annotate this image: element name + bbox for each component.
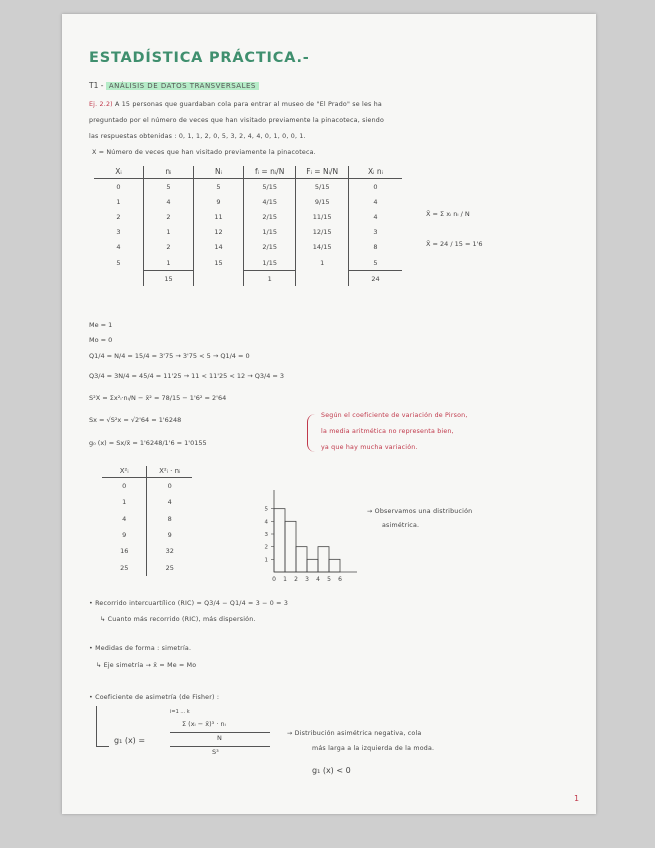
total-cell xyxy=(94,271,143,287)
table-row xyxy=(102,543,192,559)
table-cell: 8 xyxy=(373,243,378,252)
mode: Mo = 0 xyxy=(89,336,113,344)
col-header: X²ᵢ · nᵢ xyxy=(147,466,192,478)
topic-line xyxy=(89,81,259,90)
table-row xyxy=(94,194,402,209)
table-cell: 8 xyxy=(167,514,172,523)
table-cell: 5 xyxy=(143,179,193,195)
table-cell: 2 xyxy=(94,209,143,224)
table-row xyxy=(102,478,192,495)
fisher-result-1: → Distribución asimétrica negativa, cola xyxy=(287,730,422,737)
ric-line-1: • Recorrido intercuartílico (RIC) = Q3/4 − Q1/4 = 3 − 0 = 3 xyxy=(89,600,289,607)
col-header: nᵢ xyxy=(143,166,193,179)
topic-highlight: ANÁLISIS DE DATOS TRANSVERSALES xyxy=(106,82,259,90)
col-header: Nᵢ xyxy=(193,166,243,179)
table-cell: 1 xyxy=(143,225,193,240)
table-cell: 4 xyxy=(373,197,378,206)
table-cell: 4/15 xyxy=(243,194,295,209)
table-row xyxy=(102,559,192,575)
fisher-fraction-bar-2 xyxy=(170,746,270,747)
shape-line-2: ↳ Eje simetría → x̄ = Me = Mo xyxy=(96,662,197,669)
table-cell: 1/15 xyxy=(243,255,295,271)
fisher-result-3: g₁ (x) < 0 xyxy=(312,766,351,775)
exercise-line-3: las respuestas obtenidas : 0, 1, 1, 2, 0, 5, 3, 2, 4, 4, 0, 1, 0, 0, 1. xyxy=(89,133,306,140)
table-cell: 2 xyxy=(143,240,193,255)
table-row xyxy=(94,209,402,224)
exercise-label: Ej. 2.2) xyxy=(89,101,113,108)
table-cell: 3 xyxy=(373,228,378,237)
col-header: fᵢ = nᵢ/N xyxy=(243,166,295,179)
exercise-line-1 xyxy=(89,101,382,108)
col-header: X²ᵢ xyxy=(102,466,147,478)
fisher-g1-label: g₁ (x) = xyxy=(114,736,146,745)
table-cell: 1 xyxy=(296,255,349,271)
mean-formula: X̄ = Σ xᵢ nᵢ / N xyxy=(426,210,470,218)
std-deviation: Sx = √S²x = √2'64 = 1'6248 xyxy=(89,416,182,424)
table-cell: 11/15 xyxy=(296,209,349,224)
table-cell: 5 xyxy=(193,179,243,195)
fisher-sum-limits: i=1 ... k xyxy=(170,709,190,715)
table-cell: 14/15 xyxy=(296,240,349,255)
table-cell: 5 xyxy=(373,258,378,267)
total-cell xyxy=(193,271,243,287)
col-header: Xᵢ nᵢ xyxy=(348,166,402,179)
table-cell: 0 xyxy=(167,482,172,491)
table-cell: 32 xyxy=(165,547,174,556)
fisher-numerator: Σ (xᵢ − x̄)³ · nᵢ xyxy=(182,720,226,728)
note-line-3: ya que hay mucha variación. xyxy=(321,444,418,451)
x-tick-label: 3 xyxy=(305,576,309,583)
table-row xyxy=(94,255,402,271)
totals-row xyxy=(94,271,402,287)
table-row xyxy=(102,494,192,510)
table-cell: 2/15 xyxy=(243,209,295,224)
table-cell: 14 xyxy=(193,240,243,255)
table-row xyxy=(94,225,402,240)
x-tick-label: 2 xyxy=(294,576,298,583)
bar-2 xyxy=(296,547,307,572)
exercise-text-1: A 15 personas que guardaban cola para entrar al museo de "El Prado" se les ha xyxy=(115,101,382,108)
page-number: 1 xyxy=(574,794,580,803)
total-cell: 1 xyxy=(243,271,295,287)
table-cell: 11 xyxy=(193,209,243,224)
frequency-table xyxy=(94,166,402,286)
y-tick-label: 5 xyxy=(264,506,268,513)
total-cell xyxy=(296,271,349,287)
x-tick-label: 4 xyxy=(316,576,320,583)
variable-definition: X = Número de veces que han visitado previamente la pinacoteca. xyxy=(92,149,316,156)
ric-line-2: ↳ Cuanto más recorrido (RIC), más dispersión. xyxy=(100,616,256,623)
squares-table-header xyxy=(102,466,192,478)
table-cell: 1 xyxy=(94,194,143,209)
total-cell: 15 xyxy=(143,271,193,287)
fisher-fraction-bar-1 xyxy=(170,732,270,733)
table-cell: 25 xyxy=(102,559,147,575)
table-cell: 1/15 xyxy=(243,225,295,240)
table-cell: 9 xyxy=(193,194,243,209)
table-cell: 1 xyxy=(102,494,147,510)
table-cell: 2 xyxy=(143,209,193,224)
table-cell: 9/15 xyxy=(296,194,349,209)
table-cell: 3 xyxy=(94,225,143,240)
variance: S²X = Σx²ᵢ·nᵢ/N − x̄² = 78/15 − 1'6² = 2'64 xyxy=(89,394,227,402)
first-quartile: Q1/4 = N/4 = 15/4 = 3'75 → 3'75 < 5 → Q1/4 = 0 xyxy=(89,352,250,360)
table-cell: 9 xyxy=(102,527,147,543)
col-header: Fᵢ = Nᵢ/N xyxy=(296,166,349,179)
bar-0 xyxy=(274,509,285,572)
bar-4 xyxy=(318,547,329,572)
table-cell: 15 xyxy=(193,255,243,271)
table-cell: 25 xyxy=(165,563,174,572)
total-cell: 24 xyxy=(348,271,402,287)
topic-prefix: T1 - xyxy=(89,81,104,90)
table-cell: 12 xyxy=(193,225,243,240)
variation-coefficient: g₀ (x) = Sx/x̄ = 1'6248/1'6 = 1'0155 xyxy=(89,439,207,447)
fisher-s3: S³ xyxy=(212,748,219,756)
bar-3 xyxy=(307,559,318,572)
table-cell: 0 xyxy=(94,179,143,195)
median: Me = 1 xyxy=(89,321,113,329)
table-cell: 4 xyxy=(167,498,172,507)
mean-result: X̄ = 24 / 15 = 1'6 xyxy=(426,240,483,248)
note-line-2: la media aritmética no representa bien, xyxy=(321,428,454,435)
table-cell: 5/15 xyxy=(243,179,295,195)
table-row xyxy=(94,179,402,195)
x-tick-label: 0 xyxy=(272,576,276,583)
note-line-1: Según el coeficiente de variación de Pirson, xyxy=(321,412,468,419)
chart-note-2: asimétrica. xyxy=(382,522,420,529)
squares-table xyxy=(102,466,192,576)
table-cell: 4 xyxy=(143,194,193,209)
bar-1 xyxy=(285,521,296,572)
notebook-page xyxy=(62,14,596,814)
shape-line-1: • Medidas de forma : simetría. xyxy=(89,645,192,652)
chart-note-1: → Observamos una distribución xyxy=(367,508,473,515)
fisher-result-2: más larga a la izquierda de la moda. xyxy=(312,745,435,752)
frequency-bar-chart xyxy=(252,484,372,584)
table-row xyxy=(102,527,192,543)
frequency-table-header xyxy=(94,166,402,179)
page-title: ESTADÍSTICA PRÁCTICA.- xyxy=(89,50,310,66)
table-row xyxy=(102,511,192,527)
table-cell: 5 xyxy=(94,255,143,271)
x-tick-label: 6 xyxy=(338,576,342,583)
y-tick-label: 1 xyxy=(264,557,268,564)
table-cell: 12/15 xyxy=(296,225,349,240)
fisher-n: N xyxy=(217,734,222,742)
bar-5 xyxy=(329,559,340,572)
third-quartile: Q3/4 = 3N/4 = 45/4 = 11'25 → 11 < 11'25 < 12 → Q3/4 = 3 xyxy=(89,372,285,380)
table-cell: 4 xyxy=(94,240,143,255)
fisher-line-1: • Coeficiente de asimetría (de Fisher) : xyxy=(89,694,220,701)
y-tick-label: 4 xyxy=(264,519,268,526)
x-tick-label: 1 xyxy=(283,576,287,583)
table-cell: 4 xyxy=(373,212,378,221)
note-brace xyxy=(307,414,318,452)
fisher-arrow-bracket xyxy=(96,706,109,747)
table-cell: 1 xyxy=(143,255,193,271)
table-row xyxy=(94,240,402,255)
table-cell: 4 xyxy=(102,511,147,527)
table-cell: 0 xyxy=(102,478,147,495)
table-cell: 9 xyxy=(167,531,172,540)
col-header: Xᵢ xyxy=(94,166,143,179)
x-tick-label: 5 xyxy=(327,576,331,583)
y-tick-label: 2 xyxy=(264,544,268,551)
table-cell: 0 xyxy=(373,182,378,191)
table-cell: 2/15 xyxy=(243,240,295,255)
table-cell: 16 xyxy=(102,543,147,559)
table-cell: 5/15 xyxy=(296,179,349,195)
y-tick-label: 3 xyxy=(264,532,268,538)
exercise-line-2: preguntado por el número de veces que han visitado previamente la pinacoteca, siendo xyxy=(89,117,385,124)
